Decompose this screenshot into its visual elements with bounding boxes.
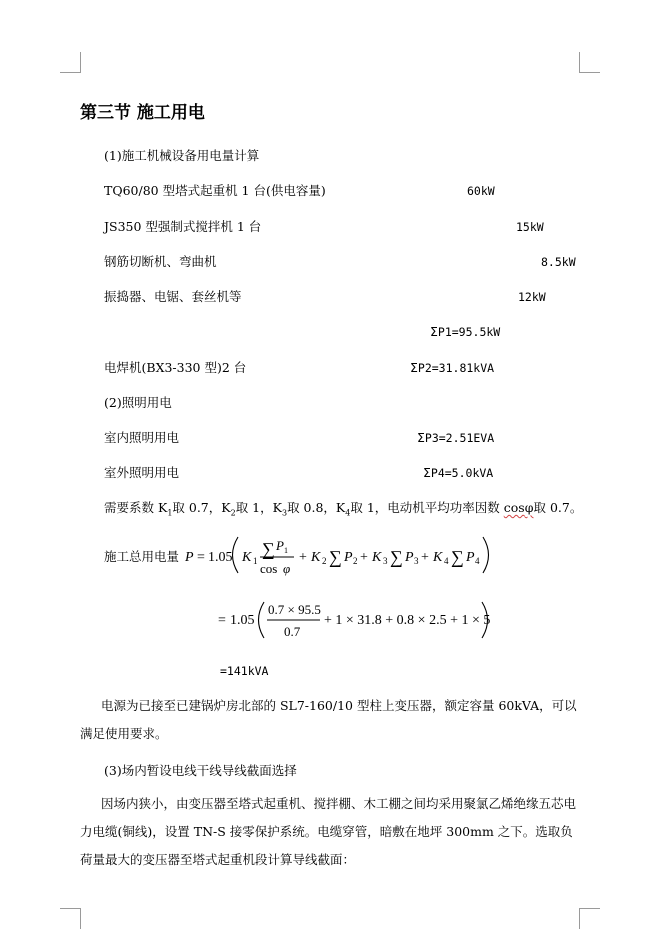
svg-text:∑: ∑	[390, 547, 403, 567]
svg-text:P: P	[185, 550, 194, 565]
substituted-formula	[212, 596, 502, 644]
subsection-title-3: (3)场内暂设电线干线导线截面选择	[104, 763, 297, 778]
svg-text:+: +	[421, 550, 429, 565]
svg-text:P: P	[405, 550, 414, 565]
page-corner-mark	[579, 52, 600, 73]
svg-text:1: 1	[253, 556, 258, 566]
equipment-name: 钢筋切断机、弯曲机	[104, 254, 217, 269]
total-power-label: 施工总用电量	[104, 549, 180, 564]
svg-text:P: P	[466, 550, 475, 565]
svg-text:K: K	[242, 550, 252, 565]
sum-p2-value: P2=31.81kVA	[417, 361, 495, 375]
cable-selection-paragraph: 因场内狭小，由变压器至塔式起重机、搅拌棚、木工棚之间均采用聚氯乙烯绝缘五芯电力电缆(铜线)，设置 TN-S 接零保护系统。电缆穿管，暗敷在地坪 300mm 之下。选取负荷量最大的变压器至塔式起重机段计算导线截面：	[80, 796, 577, 867]
svg-text:+: +	[360, 550, 368, 565]
svg-text:3: 3	[414, 556, 419, 566]
svg-text:2: 2	[353, 556, 358, 566]
lighting-name: 室内照明用电	[104, 430, 180, 445]
svg-text:P: P	[276, 538, 284, 553]
equipment-power: 12kW	[518, 290, 546, 304]
page-corner-mark	[60, 908, 81, 929]
svg-text:+ 1 × 31.8 + 0.8 × 2.5 + 1 × 5: + 1 × 31.8 + 0.8 × 2.5 + 1 × 5	[324, 613, 491, 628]
page-corner-mark	[60, 52, 81, 73]
svg-text:φ: φ	[283, 561, 291, 576]
svg-text:+: +	[299, 550, 307, 565]
svg-text:1: 1	[284, 546, 288, 555]
sum-p4-value: P4=5.0kVA	[430, 466, 494, 480]
svg-text:∑: ∑	[451, 547, 464, 567]
equipment-name: 振捣器、电锯、套丝机等	[104, 289, 242, 304]
svg-text:4: 4	[444, 556, 449, 566]
sigma-symbol: Σ	[430, 324, 438, 339]
svg-text:=: =	[197, 550, 205, 565]
equipment-power: 60kW	[467, 184, 495, 198]
svg-text:3: 3	[383, 556, 388, 566]
svg-text:P: P	[344, 550, 353, 565]
svg-text:∑: ∑	[262, 539, 275, 559]
welder-name: 电焊机(BX3-330 型)2 台	[104, 360, 247, 375]
svg-text:K: K	[311, 550, 321, 565]
svg-text:1.05: 1.05	[208, 550, 233, 565]
sigma-symbol: Σ	[410, 360, 418, 375]
power-source-paragraph: 电源为已接至已建锅炉房北部的 SL7-160/10 型柱上变压器，额定容量 60kVA，可以满足使用要求。	[80, 698, 577, 741]
sum-p1	[430, 324, 500, 340]
svg-text:2: 2	[322, 556, 327, 566]
total-result: =141kVA	[220, 664, 269, 678]
demand-coefficient-line: 需要系数 $K_1$取 0.7，$K_2$取 1，$K_3$取 0.8，$K_4$取 1，电动机平均功率因数 cosφ取 0.7。	[104, 500, 583, 518]
equipment-name: JS350 型强制式搅拌机 1 台	[104, 219, 262, 234]
sum-p1-value: P1=95.5kW	[437, 325, 501, 339]
sum-p2	[410, 360, 494, 376]
svg-text:4: 4	[475, 556, 480, 566]
lighting-name: 室外照明用电	[104, 465, 180, 480]
page-corner-mark	[579, 908, 600, 929]
svg-text:K: K	[372, 550, 382, 565]
sigma-symbol: Σ	[417, 430, 425, 445]
svg-text:=: =	[218, 613, 226, 628]
sum-p3-value: P3=2.51EVA	[424, 431, 495, 445]
section-heading: 第三节 施工用电	[80, 103, 205, 123]
total-power-formula	[182, 526, 502, 584]
svg-text:1.05: 1.05	[230, 613, 255, 628]
sigma-symbol: Σ	[423, 465, 431, 480]
subsection-title-2: (2)照明用电	[104, 395, 172, 410]
svg-text:K: K	[433, 550, 443, 565]
equipment-power: 8.5kW	[541, 255, 576, 269]
equipment-power: 15kW	[516, 220, 544, 234]
cos-phi-term: cosφ	[503, 500, 534, 515]
svg-text:cos: cos	[260, 561, 278, 576]
svg-text:∑: ∑	[329, 547, 342, 567]
svg-text:0.7 × 95.5: 0.7 × 95.5	[268, 602, 321, 617]
svg-text:0.7: 0.7	[284, 624, 301, 639]
sum-p4	[423, 465, 493, 481]
equipment-name: TQ60/80 型塔式起重机 1 台(供电容量)	[104, 183, 326, 198]
sum-p3	[417, 430, 494, 446]
subsection-title-1: (1)施工机械设备用电量计算	[104, 148, 260, 163]
